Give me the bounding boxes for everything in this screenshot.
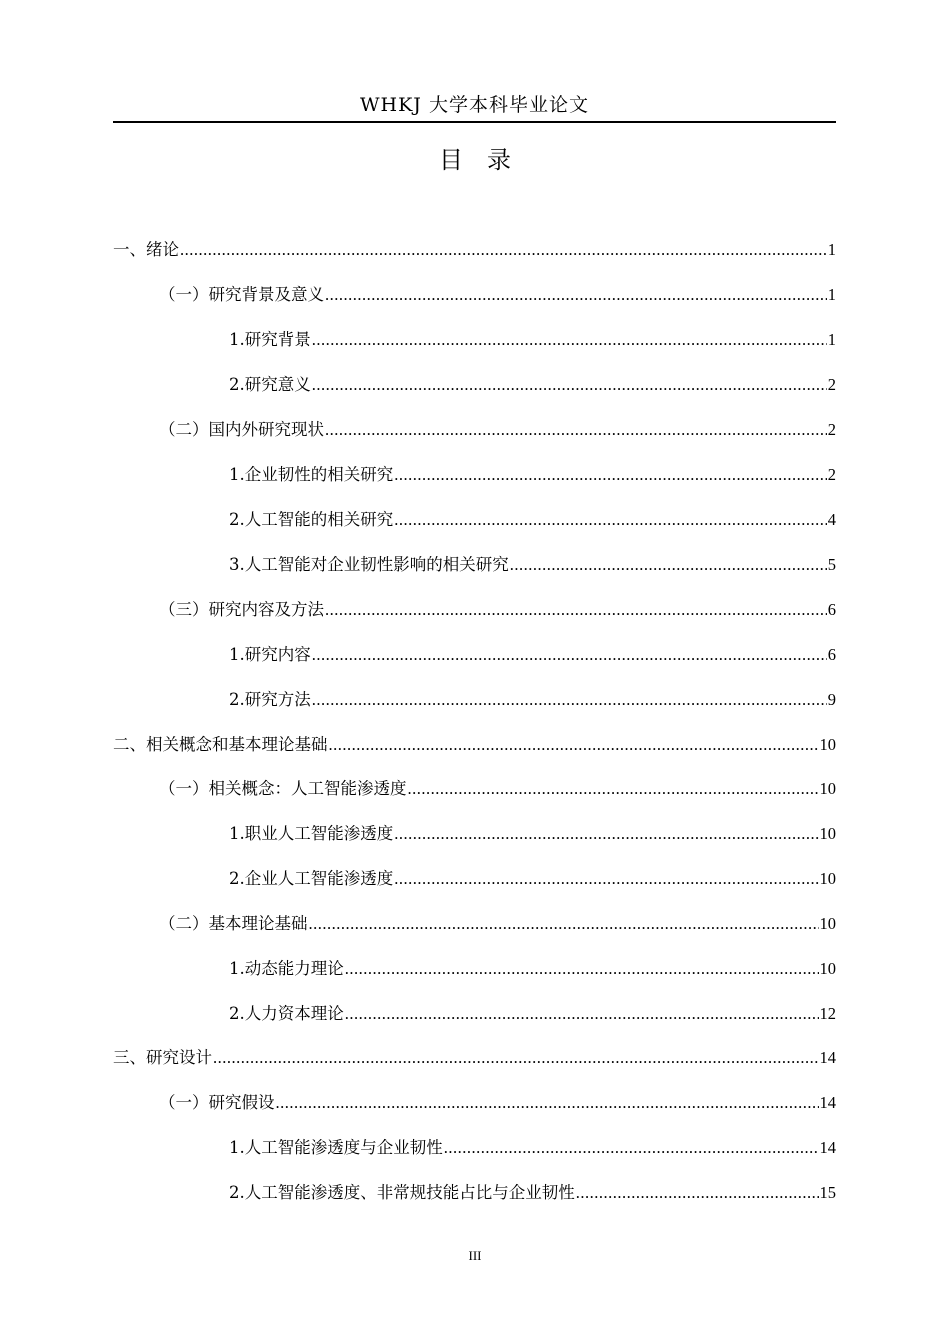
- header-rule: [113, 121, 836, 123]
- toc-entry-number: 2.: [229, 1183, 245, 1202]
- toc-entry[interactable]: [229, 508, 836, 532]
- toc-entry[interactable]: [229, 463, 836, 487]
- toc-entry-page: 1: [827, 330, 836, 349]
- dot-leader: [312, 643, 827, 667]
- toc-entry-number: 三、: [113, 1048, 146, 1067]
- toc-entry-page: 10: [819, 869, 836, 888]
- dot-leader: [309, 912, 819, 936]
- toc-entry[interactable]: [229, 1136, 836, 1160]
- dot-leader: [510, 553, 827, 577]
- toc-entry[interactable]: [159, 418, 836, 442]
- toc-entry-number: 1.: [229, 1138, 245, 1157]
- page-number: III: [468, 1248, 482, 1263]
- toc-entry-page: 6: [827, 645, 836, 664]
- toc-entry-page: 6: [827, 600, 836, 619]
- dot-leader: [213, 1046, 819, 1070]
- toc-entry-number: 2.: [229, 869, 245, 888]
- toc-entry-number: （二）: [159, 914, 209, 933]
- toc-entry-number: 1.: [229, 824, 245, 843]
- toc-entry-number: 1.: [229, 330, 245, 349]
- toc-entry-title: 国内外研究现状: [208, 420, 324, 439]
- dot-leader: [276, 1091, 819, 1115]
- toc-entry-number: （一）: [159, 779, 209, 798]
- toc-entry-page: 10: [819, 959, 836, 978]
- toc-entry[interactable]: [113, 733, 836, 757]
- toc-entry-title: 研究意义: [244, 375, 311, 394]
- toc-entry[interactable]: [159, 283, 836, 307]
- toc-entry[interactable]: [113, 238, 836, 262]
- toc-entry-title: 企业人工智能渗透度: [244, 869, 394, 888]
- toc-entry-page: 5: [827, 555, 836, 574]
- dot-leader: [325, 598, 827, 622]
- toc-entry-page: 2: [827, 465, 836, 484]
- toc-entry-title: 研究背景: [244, 330, 311, 349]
- toc-entry-page: 15: [819, 1183, 836, 1202]
- toc-entry[interactable]: [159, 912, 836, 936]
- toc-entry[interactable]: [229, 553, 836, 577]
- toc-entry-title: 企业韧性的相关研究: [244, 465, 394, 484]
- dot-leader: [394, 867, 818, 891]
- toc-entry-title: 动态能力理论: [244, 959, 344, 978]
- toc-entry-number: 1.: [229, 645, 245, 664]
- dot-leader: [444, 1136, 819, 1160]
- toc-entry[interactable]: [229, 643, 836, 667]
- toc-entry-title: 相关概念和基本理论基础: [146, 735, 328, 754]
- toc-entry[interactable]: [229, 957, 836, 981]
- dot-leader: [394, 508, 827, 532]
- toc-entry[interactable]: [113, 1046, 836, 1070]
- toc-entry-page: 14: [819, 1093, 836, 1112]
- toc-entry[interactable]: [229, 1002, 836, 1026]
- toc-entry-page: 12: [819, 1004, 836, 1023]
- dot-leader: [329, 733, 819, 757]
- toc-entry-number: 一、: [113, 240, 146, 259]
- toc-entry[interactable]: [159, 1091, 836, 1115]
- toc-entry-title: 研究内容及方法: [208, 600, 324, 619]
- toc-entry-number: 2.: [229, 510, 245, 529]
- toc-entry-title: 研究设计: [146, 1048, 212, 1067]
- toc-entry-number: （三）: [159, 600, 209, 619]
- toc-entry-title: 人力资本理论: [244, 1004, 344, 1023]
- running-header: WHKJ 大学本科毕业论文: [360, 94, 589, 116]
- toc-entry-title: 研究方法: [244, 690, 311, 709]
- toc-entry-title: 研究假设: [208, 1093, 275, 1112]
- toc-entry-number: 二、: [113, 735, 146, 754]
- dot-leader: [325, 418, 827, 442]
- toc-entry-number: 3.: [229, 555, 245, 574]
- toc-entry-number: 1.: [229, 959, 245, 978]
- dot-leader: [312, 373, 827, 397]
- toc-entry-number: 1.: [229, 465, 245, 484]
- toc-entry[interactable]: [159, 777, 836, 801]
- toc-entry-page: 9: [827, 690, 836, 709]
- toc-entry-page: 14: [819, 1048, 836, 1067]
- toc-title: 目录: [439, 146, 535, 174]
- toc-entry[interactable]: [159, 598, 836, 622]
- toc-entry-number: 2.: [229, 690, 245, 709]
- toc-entry[interactable]: [229, 373, 836, 397]
- toc-entry-number: （一）: [159, 285, 209, 304]
- toc-entry-page: 4: [827, 510, 836, 529]
- toc-entry-page: 2: [827, 375, 836, 394]
- toc-entry[interactable]: [229, 867, 836, 891]
- toc-entry[interactable]: [229, 688, 836, 712]
- toc-entry[interactable]: [229, 328, 836, 352]
- toc-entry-page: 1: [827, 285, 836, 304]
- toc-entry-page: 10: [819, 914, 836, 933]
- dot-leader: [394, 822, 818, 846]
- toc-entry-title: 人工智能的相关研究: [244, 510, 394, 529]
- toc-entry-title: 基本理论基础: [208, 914, 308, 933]
- dot-leader: [576, 1181, 819, 1205]
- toc-entry-title: 人工智能渗透度、非常规技能占比与企业韧性: [244, 1183, 575, 1202]
- toc-entry[interactable]: [229, 822, 836, 846]
- dot-leader: [312, 328, 827, 352]
- dot-leader: [394, 463, 827, 487]
- toc-entry-title: 研究内容: [244, 645, 311, 664]
- toc-entry[interactable]: [229, 1181, 836, 1205]
- toc-entry-number: （一）: [159, 1093, 209, 1112]
- toc-entry-page: 14: [819, 1138, 836, 1157]
- toc-entry-number: 2.: [229, 1004, 245, 1023]
- toc-entry-number: 2.: [229, 375, 245, 394]
- toc-entry-page: 10: [819, 779, 836, 798]
- toc-entry-title: 研究背景及意义: [208, 285, 324, 304]
- toc-entry-title: 相关概念：人工智能渗透度: [208, 779, 407, 798]
- dot-leader: [312, 688, 827, 712]
- toc-entry-page: 10: [819, 824, 836, 843]
- toc-entry-number: （二）: [159, 420, 209, 439]
- dot-leader: [180, 238, 827, 262]
- toc-entry-title: 人工智能对企业韧性影响的相关研究: [244, 555, 509, 574]
- toc-entry-page: 10: [819, 735, 836, 754]
- toc-entry-title: 绪论: [146, 240, 179, 259]
- toc-entry-page: 1: [827, 240, 836, 259]
- dot-leader: [345, 957, 819, 981]
- toc-entry-title: 人工智能渗透度与企业韧性: [244, 1138, 443, 1157]
- dot-leader: [325, 283, 827, 307]
- dot-leader: [408, 777, 819, 801]
- toc-entry-page: 2: [827, 420, 836, 439]
- dot-leader: [345, 1002, 819, 1026]
- toc-entry-title: 职业人工智能渗透度: [244, 824, 394, 843]
